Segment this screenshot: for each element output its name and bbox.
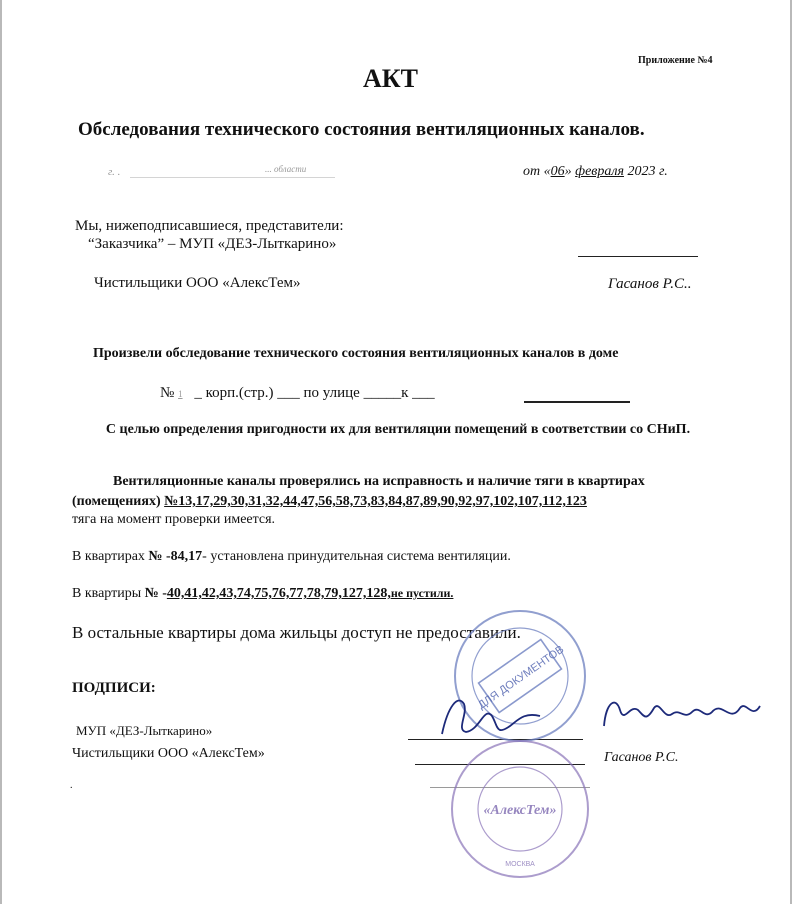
document-title: АКТ (363, 64, 418, 93)
signatures-heading: ПОДПИСИ: (72, 680, 156, 696)
location-city: г. . (108, 166, 121, 178)
forced-number-2: ,17 (184, 549, 203, 564)
checked-apartments: №13,17,29,30,31,32,44,47,56,58,73,83,84,87,89,90,92,97,102,107,112,123 (164, 494, 587, 509)
denied-number: № - (144, 586, 167, 601)
date-year: 2023 г. (623, 164, 668, 179)
sign-cleaners-label: Чистильщики ООО «АлексТем» (72, 746, 265, 761)
forced-prefix: В квартирах (72, 549, 149, 564)
cleaner-handwritten-signature (600, 690, 770, 735)
house-number-label: № (160, 385, 175, 401)
company-stamp (440, 734, 600, 884)
rest-apartments-line: В остальные квартиры дома жильцы доступ не предоставили. (72, 623, 521, 642)
checked-prefix: (помещениях) (72, 494, 165, 509)
building-label: корп.(стр.) (205, 385, 274, 401)
checked-line-1: Вентиляционные каналы проверялись на исправность и наличие тяги в квартирах (113, 474, 645, 489)
company-stamp-city: МОСКВА (505, 861, 535, 868)
document-subtitle: Обследования технического состояния вентиляционных каналов. (78, 119, 645, 140)
address-line: № 1 _ корп.(стр.) ___ по улице _____к ___ (160, 385, 435, 401)
forced-suffix: - установлена принудительная система вентиляции. (202, 549, 511, 564)
checked-line-2 (72, 494, 587, 510)
location-region: ... области (265, 164, 307, 174)
customer-signature-line (578, 256, 698, 257)
street-underline (524, 401, 630, 403)
purpose-text: С целью определения пригодности их для вентиляции помещений в соответствии со СНиП. (105, 422, 691, 437)
appendix-label: Приложение №4 (638, 55, 713, 66)
document-date (523, 164, 668, 180)
sign-customer-label: МУП «ДЕЗ-Лыткарино» (76, 723, 213, 738)
forced-number: № -84 (148, 549, 185, 564)
date-prefix: от « (523, 164, 551, 179)
house-number-value: 1 (178, 389, 183, 399)
street-label: по улице (303, 385, 360, 401)
checked-line-3: тяга на момент проверки имеется. (72, 512, 276, 527)
customer-handwritten-signature (436, 686, 546, 746)
scan-left-edge (0, 0, 2, 904)
cleaners-line: Чистильщики ООО «АлексТем» (94, 275, 301, 291)
date-mid: » (564, 164, 576, 179)
denied-access-line (72, 586, 453, 602)
denied-list: 40,41,42,43,74,75,76,77,78,79,127,128, (166, 586, 391, 601)
intro-text: Мы, нижеподписавшиеся, представители: (75, 218, 344, 234)
forced-ventilation-line (72, 549, 511, 565)
date-month: февраля (575, 164, 624, 179)
cleaner-representative: Гасанов Р.С.. (608, 276, 692, 292)
sign-cleaner-representative: Гасанов Р.С. (604, 750, 679, 765)
street-value: _____к ___ (363, 385, 435, 401)
company-stamp-text: «АлексТем» (483, 803, 557, 818)
location-redacted-line (130, 177, 335, 178)
date-day: 06 (550, 164, 565, 179)
stamp-center-text: ДЛЯ ДОКУМЕНТОВ (476, 643, 567, 712)
survey-heading: Произвели обследование технического состояния вентиляционных каналов в доме (93, 346, 619, 361)
building-value: ___ (277, 385, 300, 401)
denied-suffix: не пустили. (390, 586, 454, 600)
customer-line: “Заказчика” – МУП «ДЕЗ-Лыткарино» (88, 236, 337, 252)
denied-prefix: В квартиры (72, 586, 145, 601)
stray-dot: . (70, 780, 73, 791)
